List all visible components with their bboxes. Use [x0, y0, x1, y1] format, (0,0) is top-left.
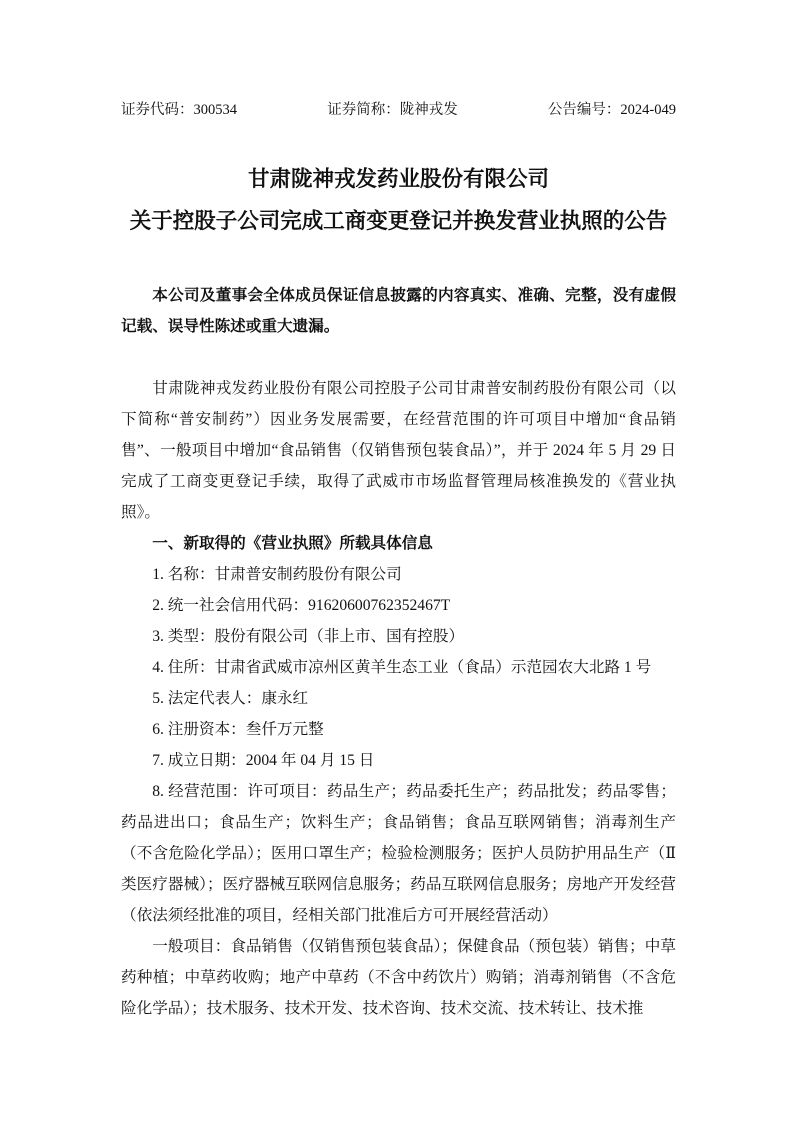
stock-code: 证券代码：300534	[121, 102, 237, 118]
license-item-registered-capital: 6. 注册资本：叁仟万元整	[152, 721, 324, 738]
section-1-heading: 一、新取得的《营业执照》所载具体信息	[152, 535, 433, 552]
company-name-title: 甘肃陇神戎发药业股份有限公司	[247, 167, 549, 191]
license-item-establishment-date: 7. 成立日期：2004 年 04 月 15 日	[152, 752, 375, 769]
license-item-credit-code: 2. 统一社会信用代码：91620600762352467T	[152, 597, 451, 614]
license-item-name: 1. 名称：甘肃普安制药股份有限公司	[152, 566, 402, 583]
board-declaration-paragraph: 本公司及董事会全体成员保证信息披露的内容真实、准确、完整，没有虚假记载、误导性陈述或重大遗漏。	[121, 287, 676, 335]
announcement-title: 关于控股子公司完成工商变更登记并换发营业执照的公告	[129, 209, 668, 233]
document-header	[121, 101, 676, 120]
intro-paragraph: 甘肃陇神戎发药业股份有限公司控股子公司甘肃普安制药股份有限公司（以下简称“普安制药”）因业务发展需要，在经营范围的许可项目中增加“食品销售”、一般项目中增加“食品销售（仅销售预包装食品）”，并于 2024 年 5 月 29 日完成了工商变更登记手续，取得了武威市市场监督管理局核准换发的《营业执照》。	[121, 380, 676, 521]
license-item-company-type: 3. 类型：股份有限公司（非上市、国有控股）	[152, 628, 465, 645]
announcement-number: 公告编号：2024-049	[547, 102, 676, 118]
license-item-business-scope: 8. 经营范围：许可项目：药品生产；药品委托生产；药品批发；药品零售；药品进出口；食品生产；饮料生产；食品销售；食品互联网销售；消毒剂生产（不含危险化学品）；医用口罩生产；检验检测服务；医护人员防护用品生产（Ⅱ类医疗器械）；医疗器械互联网信息服务；药品互联网信息服务；房地产开发经营（依法须经批准的项目，经相关部门批准后方可开展经营活动）	[121, 783, 676, 924]
license-item-legal-representative: 5. 法定代表人：康永红	[152, 690, 309, 707]
stock-abbreviation: 证券简称：陇神戎发	[327, 102, 458, 118]
license-item-address: 4. 住所：甘肃省武威市凉州区黄羊生态工业（食品）示范园农大北路 1 号	[152, 659, 652, 676]
general-projects-paragraph: 一般项目：食品销售（仅销售预包装食品）；保健食品（预包装）销售；中草药种植；中草药收购；地产中草药（不含中药饮片）购销；消毒剂销售（不含危险化学品）；技术服务、技术开发、技术咨询、技术交流、技术转让、技术推	[121, 938, 676, 1017]
